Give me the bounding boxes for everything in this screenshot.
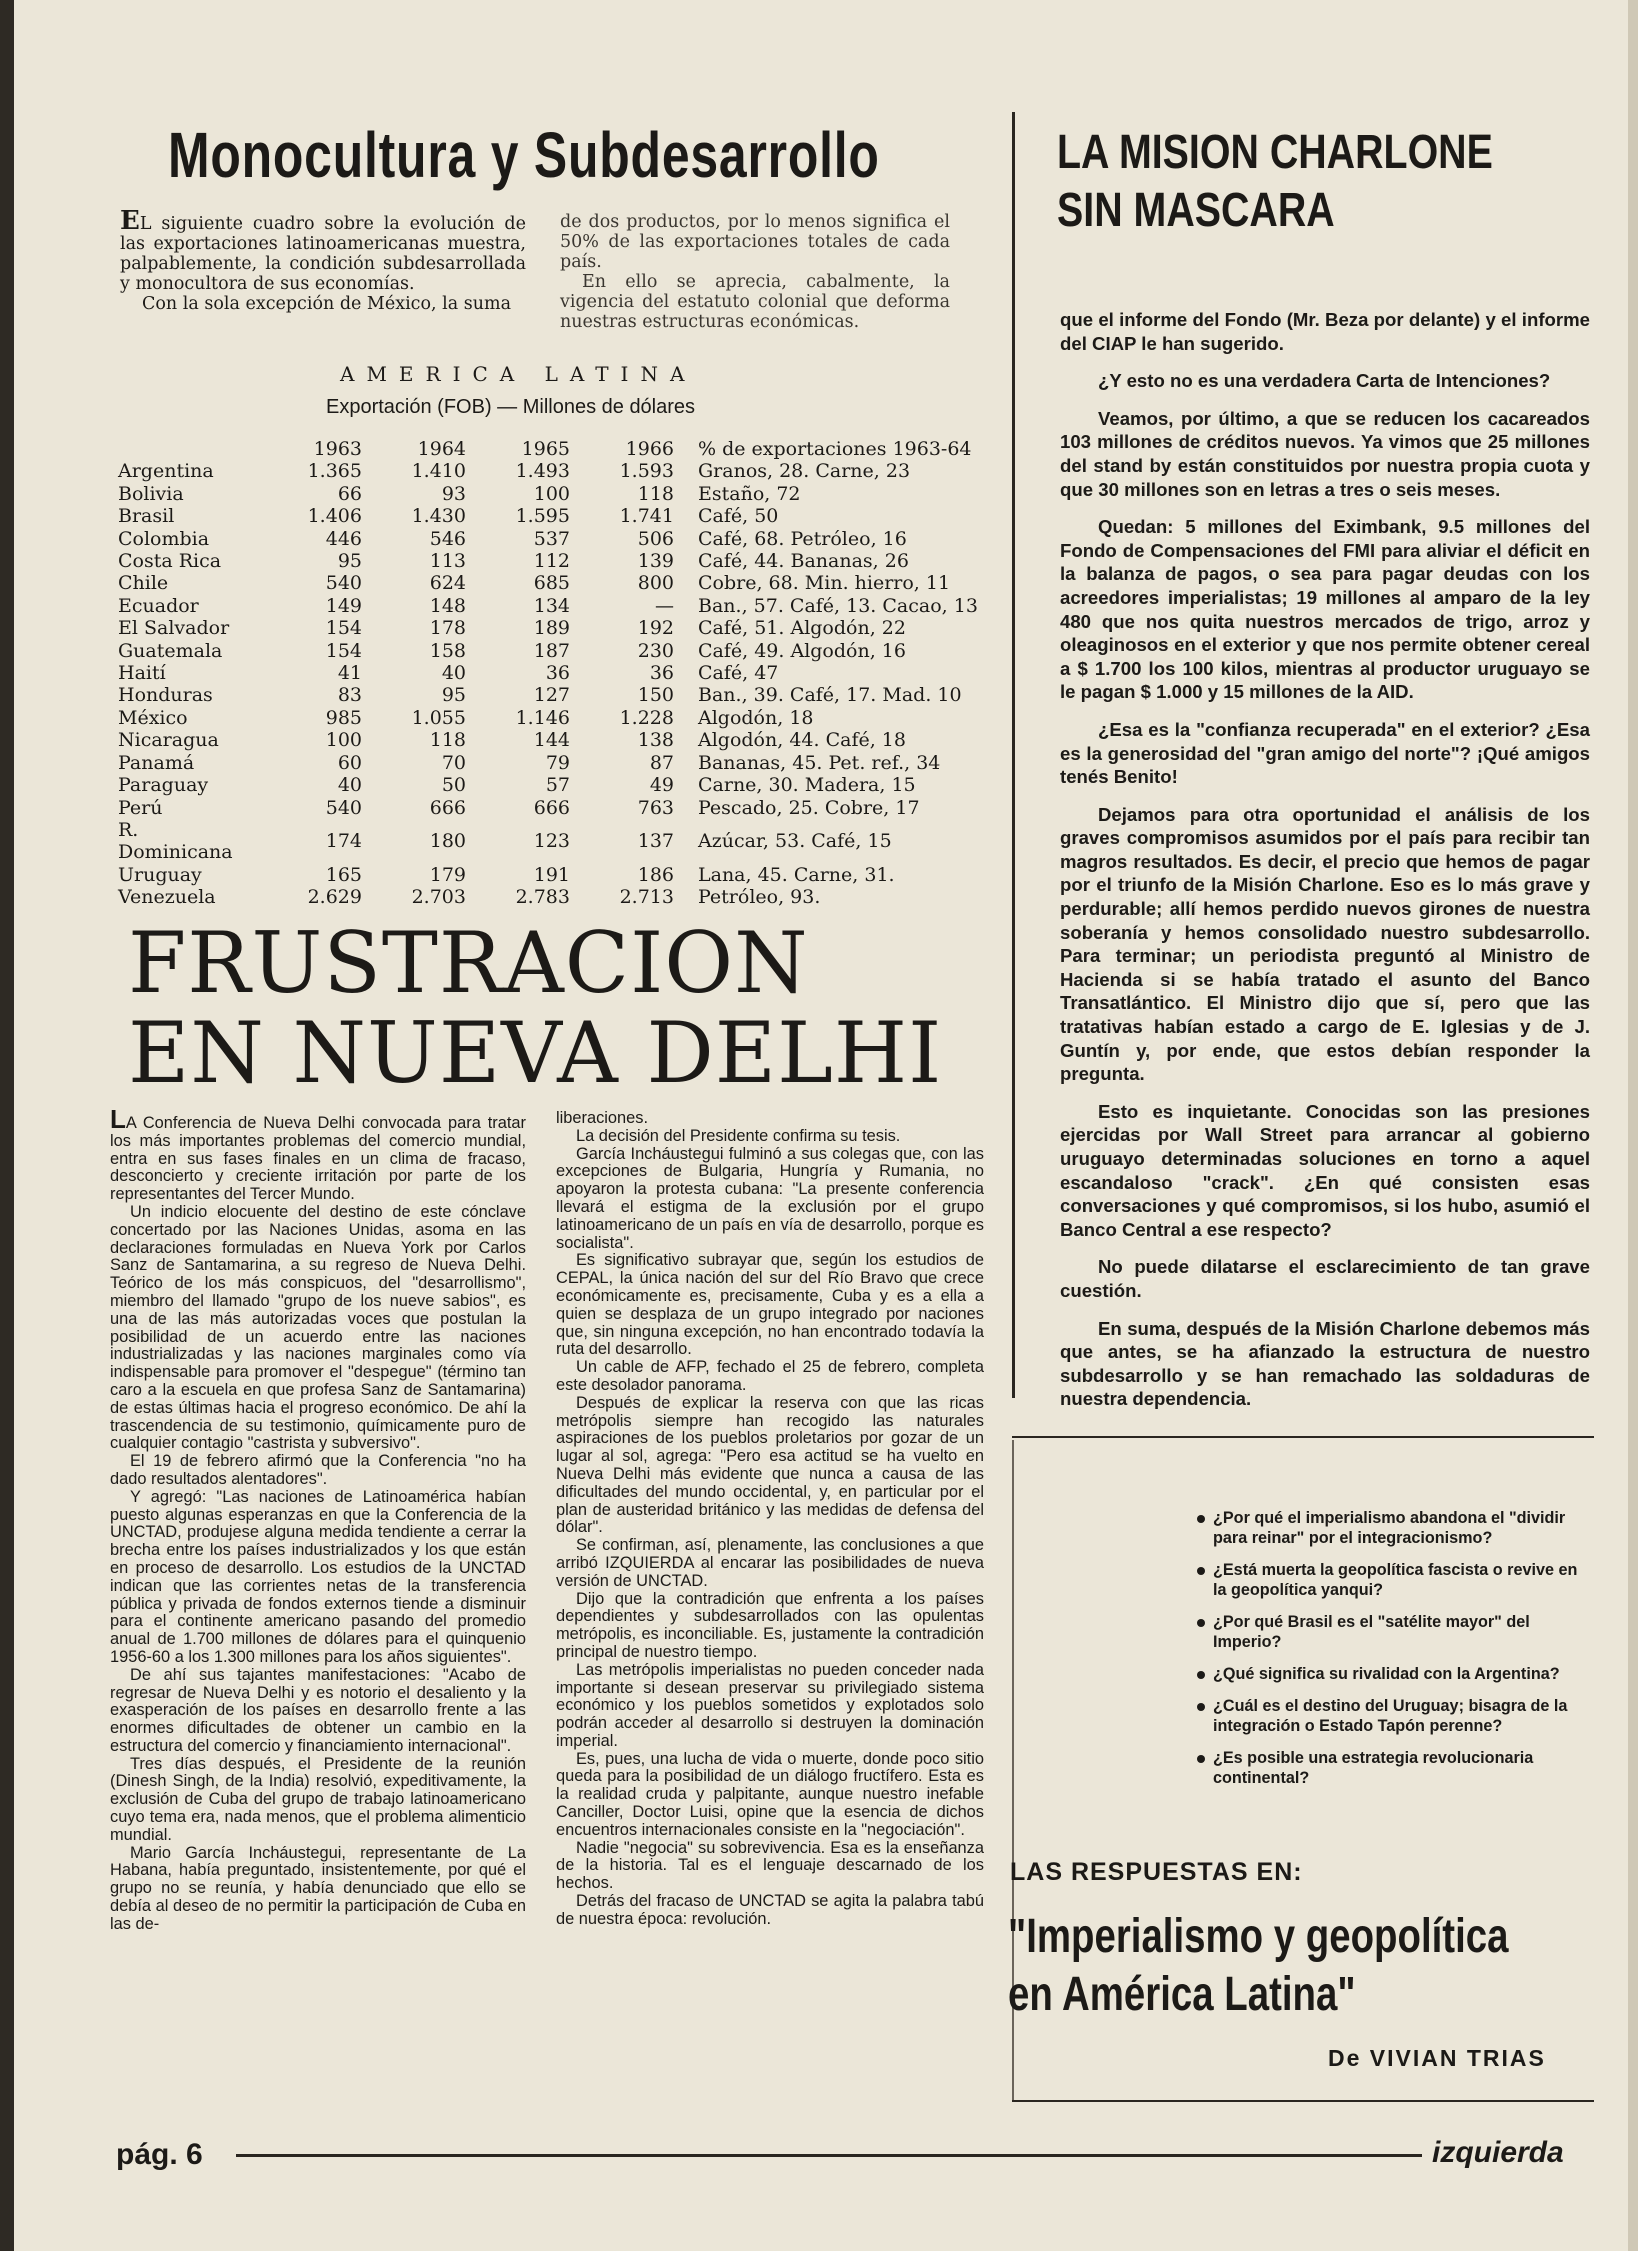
table-row bbox=[118, 774, 978, 796]
ad-question-list bbox=[1213, 1508, 1583, 1800]
table-row bbox=[118, 729, 978, 751]
value-cell: 154 bbox=[325, 617, 362, 640]
table-row bbox=[118, 460, 978, 482]
col2-paragraph-8: Dijo que la contradición que enfrenta a los países dependientes y subdesarrollados con las opulentas metrópolis, es inconciliable. Es, justamente la contradición principal de nuestro tiempo. bbox=[556, 1589, 984, 1661]
page-edge-shadow bbox=[0, 0, 14, 2251]
country-cell: Ecuador bbox=[118, 594, 199, 617]
value-cell: 100 bbox=[325, 729, 362, 752]
value-cell: 144 bbox=[533, 729, 570, 752]
table-row bbox=[118, 684, 978, 706]
value-cell: 40 bbox=[441, 662, 466, 685]
ad-bottom-rule bbox=[1012, 2100, 1594, 2102]
value-cell: 1.365 bbox=[307, 460, 362, 483]
table-row bbox=[118, 528, 978, 550]
country-cell: Chile bbox=[118, 572, 169, 595]
value-cell: 118 bbox=[429, 729, 466, 752]
value-cell: 540 bbox=[325, 572, 362, 595]
article-frustracion-column-2 bbox=[556, 1110, 984, 1929]
percent-cell: Bananas, 45. Pet. ref., 34 bbox=[698, 751, 941, 774]
value-cell: 624 bbox=[429, 572, 466, 595]
country-cell: Colombia bbox=[118, 527, 210, 550]
value-cell: 187 bbox=[533, 639, 570, 662]
value-cell: 100 bbox=[533, 482, 570, 505]
country-cell: Paraguay bbox=[118, 774, 209, 797]
book-title-line-1: "Imperialismo y geopolítica bbox=[1008, 1910, 1509, 1963]
value-cell: 66 bbox=[337, 482, 362, 505]
col2-paragraph-7: Se confirman, así, plenamente, las conclusiones a que arribó IZQUIERDA al encarar las posibilidades de nueva versión de UNCTAD. bbox=[556, 1536, 984, 1590]
country-cell: Haití bbox=[118, 662, 166, 685]
value-cell: 179 bbox=[429, 863, 466, 886]
percent-cell: Café, 44. Bananas, 26 bbox=[698, 550, 909, 573]
col2-paragraph-10: Es, pues, una lucha de vida o muerte, donde poco sitio queda para la posibilidad de un diálogo fructífero. Esta es la realidad cruda y palpitante, aunque nuestro inefable Canciller, Doctor Luisi, opine que la esencia de dichos encuentros internacionales consiste en la "negociación". bbox=[556, 1749, 984, 1839]
value-cell: 150 bbox=[637, 684, 674, 707]
value-cell: 158 bbox=[429, 639, 466, 662]
value-cell: 985 bbox=[325, 706, 362, 729]
table-row bbox=[118, 864, 978, 886]
mision-paragraph-8: No puede dilatarse el esclarecimiento de tan grave cuestión. bbox=[1060, 1256, 1590, 1301]
percent-cell: Cobre, 68. Min. hierro, 11 bbox=[698, 572, 951, 595]
percent-cell: Café, 47 bbox=[698, 662, 779, 685]
value-cell: 112 bbox=[533, 550, 570, 573]
table-header-1963: 1963 bbox=[313, 438, 362, 460]
value-cell: 2.703 bbox=[411, 886, 466, 909]
value-cell: 1.595 bbox=[515, 505, 570, 528]
country-cell: Panamá bbox=[118, 751, 195, 774]
article-monocultura-intro-right bbox=[560, 212, 950, 332]
title-line-1: LA MISION CHARLONE bbox=[1057, 126, 1493, 179]
percent-cell: Lana, 45. Carne, 31. bbox=[698, 863, 895, 886]
value-cell: 1.228 bbox=[619, 706, 674, 729]
title-line-1: FRUSTRACION bbox=[128, 914, 809, 1012]
value-cell: 446 bbox=[325, 527, 362, 550]
value-cell: 191 bbox=[533, 863, 570, 886]
value-cell: 41 bbox=[337, 662, 362, 685]
value-cell: 36 bbox=[649, 662, 674, 685]
percent-cell: Pescado, 25. Cobre, 17 bbox=[698, 796, 920, 819]
col2-paragraph-4: Es significativo subrayar que, según los estudios de CEPAL, la única nación del sur del Río Bravo que crece económicamente es, precisamente, Cuba y es a ella a quien se desplaza de un grupo integrado por naciones que, sin ninguna excepción, no han encontrado todavía la ruta del desarrollo. bbox=[556, 1251, 984, 1359]
mision-paragraph-7: Esto es inquietante. Conocidas son las presiones ejercidas por Wall Street para arrancar al gobierno uruguayo determinadas soluciones en torno a aquel escandaloso "crack". ¿En qué consisten esas conversaciones y qué compromisos, si los hubo, asumió el Banco Central a ese respecto? bbox=[1060, 1100, 1590, 1240]
percent-cell: Algodón, 44. Café, 18 bbox=[698, 729, 906, 752]
table-row bbox=[118, 662, 978, 684]
country-cell: Brasil bbox=[118, 505, 175, 528]
table-header-1966: 1966 bbox=[625, 438, 674, 460]
title-line-2: SIN MASCARA bbox=[1057, 184, 1335, 237]
ad-author: De VIVIAN TRIAS bbox=[1328, 2045, 1546, 2071]
value-cell: 79 bbox=[545, 751, 570, 774]
percent-cell: Algodón, 18 bbox=[698, 706, 814, 729]
article-frustracion-title bbox=[128, 914, 943, 1102]
value-cell: 666 bbox=[429, 796, 466, 819]
value-cell: 127 bbox=[533, 684, 570, 707]
percent-cell: Café, 49. Algodón, 16 bbox=[698, 639, 906, 662]
table-header-row bbox=[118, 438, 978, 460]
value-cell: 57 bbox=[545, 774, 570, 797]
col1-paragraph-7: Mario García Incháustegui, representante de La Habana, había preguntado, insistentemente, por qué el grupo no se reunía, y había denunciado que ello se debía al deseo de no permitir la participación de Cuba en las de- bbox=[110, 1843, 526, 1933]
dropcap: L bbox=[110, 1104, 126, 1134]
value-cell: 685 bbox=[533, 572, 570, 595]
table-row bbox=[118, 505, 978, 527]
col2-paragraph-9: Las metrópolis imperialistas no pueden conceder nada importante si desean preservar su privilegiado sistema económico y los pueblos sometidos y explotados solo podrán acceder al desarrollo si destruyen la dominación imperial. bbox=[556, 1660, 984, 1750]
publication-name: izquierda bbox=[1432, 2136, 1564, 2169]
footer-rule bbox=[236, 2154, 1422, 2157]
table-row bbox=[118, 752, 978, 774]
book-title-line-2: en América Latina" bbox=[1008, 1968, 1356, 2021]
col2-paragraph-6: Después de explicar la reserva con que las ricas metrópolis siempre han recogido las naturales aspiraciones de los pueblos proletarios por gozar de un lugar al sol, agrega: "Pero esa actitud se ha vuelto en Nueva Delhi más evidente que nunca a causa de las dificultades del mundo occidental, y, en particular por el plan de austeridad británico y las medidas de defensa del dólar". bbox=[556, 1393, 984, 1537]
exports-table bbox=[118, 438, 978, 909]
value-cell: 83 bbox=[337, 684, 362, 707]
ad-question: ¿Está muerta la geopolítica fascista o revive en la geopolítica yanqui? bbox=[1213, 1560, 1583, 1600]
intro-left-paragraph-2: Con la sola excepción de México, la suma bbox=[142, 294, 512, 314]
mision-paragraph-2: ¿Y esto no es una verdadera Carta de Intenciones? bbox=[1098, 370, 1551, 392]
intro-right-paragraph-1: de dos productos, por lo menos significa el 50% de las exportaciones totales de cada país. bbox=[560, 212, 950, 272]
value-cell: 1.146 bbox=[515, 706, 570, 729]
table-row bbox=[118, 886, 978, 908]
mision-paragraph-5: ¿Esa es la "confianza recuperada" en el exterior? ¿Esa es la generosidad del "gran amigo del norte"? ¡Qué amigos tenés Benito! bbox=[1060, 718, 1590, 788]
mision-paragraph-3: Veamos, por último, a que se reducen los cacareados 103 millones de créditos nuevos. Ya vimos que 25 millones del stand by están constituidos por nuestra propia cuota y que 30 millones son en letras a tres o seis meses. bbox=[1060, 407, 1590, 500]
value-cell: — bbox=[655, 594, 674, 617]
value-cell: 546 bbox=[429, 527, 466, 550]
ad-question: ¿Es posible una estrategia revolucionaria continental? bbox=[1213, 1748, 1583, 1788]
country-cell: Honduras bbox=[118, 684, 213, 707]
value-cell: 1.406 bbox=[307, 505, 362, 528]
ad-question: ¿Por qué Brasil es el "satélite mayor" del Imperio? bbox=[1213, 1612, 1583, 1652]
percent-cell: Estaño, 72 bbox=[698, 482, 801, 505]
table-row bbox=[118, 550, 978, 572]
value-cell: 180 bbox=[429, 830, 466, 853]
page-edge-right bbox=[1628, 0, 1638, 2251]
country-cell: Bolivia bbox=[118, 482, 184, 505]
ad-question: ¿Cuál es el destino del Uruguay; bisagra de la integración o Estado Tapón perenne? bbox=[1213, 1696, 1583, 1736]
ad-book-title bbox=[1008, 1908, 1508, 2024]
country-cell: Costa Rica bbox=[118, 550, 222, 573]
exports-table-body bbox=[118, 460, 978, 908]
col1-paragraph-2: Un indicio elocuente del destino de este cónclave concertado por las Naciones Unidas, asoma en las declaraciones formuladas en Nueva York por Carlos Sanz de Santamarina, a su regreso de Nueva Delhi. Teórico de los más conspicuos, del "desarrollismo", miembro del llamado "grupo de los nueve sabios", es una de las más autorizadas voces que postulan la posibilidad de un acuerdo entre las naciones industrializadas y las naciones marginales como vía indispensable para promover el "despegue" (término tan caro a la escuela en que profesa Sanz de Santamarina) de estas últimas hacia el progreso económico. De ahí la trascendencia de su testimonio, químicamente puro de cualquier contagio "castrista y subversivo". bbox=[110, 1202, 526, 1453]
percent-cell: Azúcar, 53. Café, 15 bbox=[698, 830, 892, 853]
value-cell: 95 bbox=[337, 550, 362, 573]
value-cell: 134 bbox=[533, 594, 570, 617]
col2-paragraph-3: García Incháustegui fulminó a sus colegas que, con las excepciones de Bulgaria, Hungría y Rumania, no apoyaron la protesta cubana: "La presente conferencia llevará el estigma de la exclusión por el grupo latinoamericano de un país en vía de desarrollo, porque es socialista". bbox=[556, 1144, 984, 1252]
col2-paragraph-5: Un cable de AFP, fechado el 25 de febrero, completa este desolador panorama. bbox=[556, 1358, 984, 1394]
col2-paragraph-11: Nadie "negocia" su sobrevivencia. Esa es la enseñanza de la historia. Tal es el lenguaje descarnado de los hechos. bbox=[556, 1838, 984, 1893]
percent-cell: Café, 50 bbox=[698, 505, 779, 528]
article-bottom-rule bbox=[1012, 1436, 1594, 1438]
value-cell: 189 bbox=[533, 617, 570, 640]
value-cell: 800 bbox=[637, 572, 674, 595]
country-cell: Guatemala bbox=[118, 639, 223, 662]
value-cell: 118 bbox=[637, 482, 674, 505]
value-cell: 60 bbox=[337, 751, 362, 774]
value-cell: 1.055 bbox=[411, 706, 466, 729]
article-mision-body bbox=[1060, 308, 1590, 1425]
country-cell: Argentina bbox=[118, 460, 214, 483]
ad-question: ¿Qué significa su rivalidad con la Argentina? bbox=[1213, 1664, 1583, 1684]
mision-paragraph-4: Quedan: 5 millones del Eximbank, 9.5 millones del Fondo de Compensaciones del FMI para aliviar el déficit en la balanza de pagos, o sea para pagar deudas con los acreedores imperialistas; 19 millones al amparo de la ley 480 que nos quita nuestros mercados de trigo, arroz y oleaginosos en el exterior y que nos permite obtener cereal a $ 1.700 los 100 kilos, mientras al productor uruguayo se le pagan $ 1.000 y 15 millones de la AID. bbox=[1060, 516, 1590, 703]
title-line-2: EN NUEVA DELHI bbox=[128, 1004, 943, 1102]
column-divider bbox=[1012, 112, 1015, 1398]
country-cell: Perú bbox=[118, 796, 163, 819]
value-cell: 40 bbox=[337, 774, 362, 797]
mision-paragraph-9: En suma, después de la Misión Charlone debemos más que antes, se ha afianzado la estructura de nuestro subdesarrollo y se han remachado las soldaduras de nuestra dependencia. bbox=[1060, 1317, 1590, 1410]
value-cell: 186 bbox=[637, 863, 674, 886]
article-mision-title bbox=[1057, 124, 1493, 240]
table-row bbox=[118, 819, 978, 864]
value-cell: 1.410 bbox=[411, 460, 466, 483]
col1-paragraph-3: El 19 de febrero afirmó que la Conferencia "no ha dado resultados alentadores". bbox=[110, 1452, 526, 1488]
percent-cell: Granos, 28. Carne, 23 bbox=[698, 460, 911, 483]
value-cell: 763 bbox=[637, 796, 674, 819]
value-cell: 138 bbox=[637, 729, 674, 752]
value-cell: 113 bbox=[429, 550, 466, 573]
table-subtitle: Exportación (FOB) — Millones de dólares bbox=[326, 396, 696, 418]
value-cell: 165 bbox=[325, 863, 362, 886]
value-cell: 148 bbox=[429, 594, 466, 617]
value-cell: 2.783 bbox=[515, 886, 570, 909]
col1-paragraph-1: A Conferencia de Nueva Delhi convocada para tratar los más importantes problemas del comercio mundial, entra en sus fases finales en un clima de fracaso, desconcierto y creciente irritación por parte de los representantes del Tercer Mundo. bbox=[110, 1114, 526, 1204]
value-cell: 540 bbox=[325, 796, 362, 819]
col2-paragraph-12: Detrás del fracaso de UNCTAD se agita la palabra tabú de nuestra época: revolución. bbox=[556, 1892, 984, 1928]
col1-paragraph-5: De ahí sus tajantes manifestaciones: "Acabo de regresar de Nueva Delhi y es notorio el desaliento y la exasperación de los países en desarrollo frente a las enormes dificultades de obtener un cambio en la estructura del comercio y financiamiento internacional". bbox=[110, 1665, 526, 1755]
table-row bbox=[118, 483, 978, 505]
table-header-country bbox=[118, 438, 258, 460]
percent-cell: Ban., 39. Café, 17. Mad. 10 bbox=[698, 684, 962, 707]
value-cell: 2.713 bbox=[619, 886, 674, 909]
page-number: pág. 6 bbox=[116, 2138, 203, 2171]
percent-cell: Café, 68. Petróleo, 16 bbox=[698, 527, 907, 550]
value-cell: 49 bbox=[649, 774, 674, 797]
percent-cell: Petróleo, 93. bbox=[698, 886, 821, 909]
value-cell: 154 bbox=[325, 639, 362, 662]
article-monocultura-intro-left bbox=[120, 206, 526, 314]
table-header-percent: % de exportaciones 1963-64 bbox=[698, 438, 972, 460]
table-row bbox=[118, 617, 978, 639]
intro-right-paragraph-2: En ello se aprecia, cabalmente, la vigencia del estatuto colonial que deforma nuestras estructuras económicas. bbox=[560, 272, 950, 332]
value-cell: 537 bbox=[533, 527, 570, 550]
col2-paragraph-1: liberaciones. bbox=[556, 1109, 649, 1127]
country-cell: Nicaragua bbox=[118, 729, 219, 752]
value-cell: 230 bbox=[637, 639, 674, 662]
article-monocultura-title: Monocultura y Subdesarrollo bbox=[168, 119, 880, 191]
value-cell: 36 bbox=[545, 662, 570, 685]
table-header-1965: 1965 bbox=[521, 438, 570, 460]
country-cell: El Salvador bbox=[118, 617, 230, 640]
value-cell: 178 bbox=[429, 617, 466, 640]
value-cell: 1.430 bbox=[411, 505, 466, 528]
value-cell: 70 bbox=[441, 751, 466, 774]
country-cell: R. Dominicana bbox=[118, 818, 233, 864]
value-cell: 2.629 bbox=[307, 886, 362, 909]
country-cell: Venezuela bbox=[118, 886, 216, 909]
value-cell: 87 bbox=[649, 751, 674, 774]
value-cell: 1.741 bbox=[619, 505, 674, 528]
percent-cell: Carne, 30. Madera, 15 bbox=[698, 774, 916, 797]
table-row bbox=[118, 797, 978, 819]
value-cell: 139 bbox=[637, 550, 674, 573]
table-title: AMERICA LATINA bbox=[340, 362, 697, 386]
intro-left-paragraph-1: L siguiente cuadro sobre la evolución de las exportaciones latinoamericanas muestra, palpablemente, la condición subdesarrollada y monocultora de sus economías. bbox=[120, 214, 526, 294]
percent-cell: Café, 51. Algodón, 22 bbox=[698, 617, 906, 640]
value-cell: 192 bbox=[637, 617, 674, 640]
value-cell: 50 bbox=[441, 774, 466, 797]
value-cell: 95 bbox=[441, 684, 466, 707]
mision-paragraph-6: Dejamos para otra oportunidad el análisis de los graves compromisos asumidos por el país para recibir tan magros resultados. Es decir, el precio que hemos de pagar por el triunfo de la Misión Charlone. Eso es lo más grave y perdurable; allí hemos perdido nuevos girones de nuestra soberanía y hemos consolidado nuestro subdesarrollo. Para terminar; un periodista preguntó al Ministro de Hacienda si se había tratado el asunto del Banco Transatlántico. El Ministro dijo que sí, pero que las tratativas habían estado a cargo de E. Iglesias y de J. Guntín y, por ende, que estos debían responder la pregunta. bbox=[1060, 803, 1590, 1085]
article-frustracion-column-1 bbox=[110, 1104, 526, 1934]
value-cell: 1.593 bbox=[619, 460, 674, 483]
value-cell: 149 bbox=[325, 594, 362, 617]
table-row bbox=[118, 595, 978, 617]
country-cell: México bbox=[118, 706, 188, 729]
table-header-1964: 1964 bbox=[417, 438, 466, 460]
col1-paragraph-6: Tres días después, el Presidente de la reunión (Dinesh Singh, de la India) resolvió, expeditivamente, la exclusión de Cuba del grupo de trabajo latinoamericano cuyo tema era, nada menos, que el problema alimenticio mundial. bbox=[110, 1754, 526, 1844]
value-cell: 1.493 bbox=[515, 460, 570, 483]
ad-answers-label: LAS RESPUESTAS EN: bbox=[1010, 1858, 1303, 1886]
col2-paragraph-2: La decisión del Presidente confirma su tesis. bbox=[576, 1126, 901, 1145]
value-cell: 174 bbox=[325, 830, 362, 853]
ad-question: ¿Por qué el imperialismo abandona el "dividir para reinar" por el integracionismo? bbox=[1213, 1508, 1583, 1548]
col1-paragraph-4: Y agregó: "Las naciones de Latinoamérica habían puesto algunas esperanzas en que la Conferencia de la UNCTAD, produjese alguna medida tendiente a cerrar la brecha entre los países industrializados y los que están en proceso de desarrollo. Los estudios de la UNCTAD indican que las corrientes netas de la transferencia pública y privada de fondos externos tiende a disminuir para el continente americano pasando del promedio anual de 1.700 millones de dólares para el quinquenio 1956-60 a los 1.300 millones para los años siguientes". bbox=[110, 1487, 526, 1666]
mision-paragraph-1: que el informe del Fondo (Mr. Beza por delante) y el informe del CIAP le han sugerido. bbox=[1060, 309, 1590, 354]
table-row bbox=[118, 707, 978, 729]
country-cell: Uruguay bbox=[118, 863, 202, 886]
value-cell: 137 bbox=[637, 830, 674, 853]
value-cell: 506 bbox=[637, 527, 674, 550]
percent-cell: Ban., 57. Café, 13. Cacao, 13 bbox=[698, 594, 978, 617]
table-row bbox=[118, 640, 978, 662]
dropcap: E bbox=[120, 206, 140, 236]
value-cell: 666 bbox=[533, 796, 570, 819]
table-row bbox=[118, 572, 978, 594]
value-cell: 123 bbox=[533, 830, 570, 853]
value-cell: 93 bbox=[441, 482, 466, 505]
